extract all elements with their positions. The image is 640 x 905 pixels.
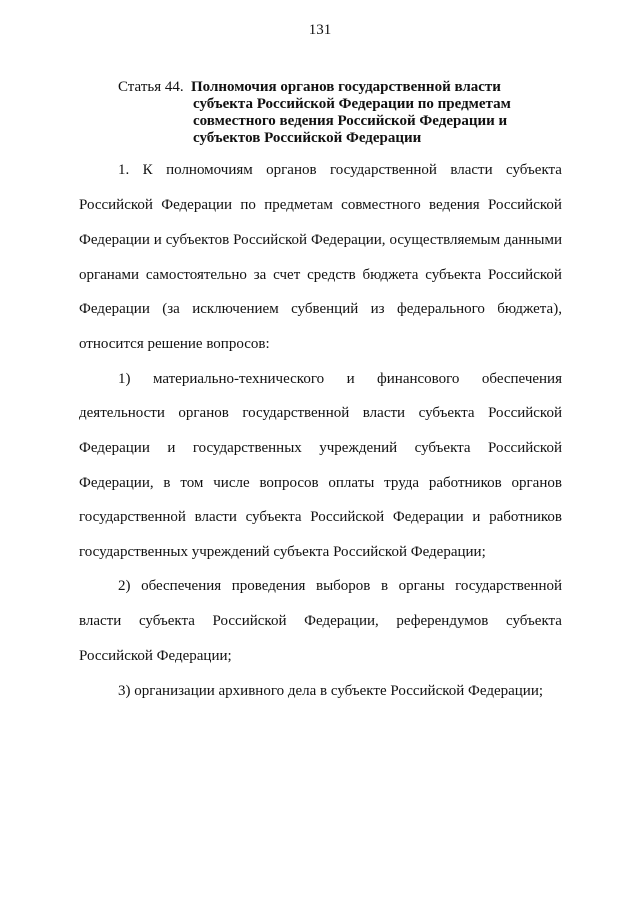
word: данными	[504, 232, 562, 248]
word: материально-технического	[152, 371, 325, 387]
word: выборов	[316, 578, 371, 594]
word: Российской	[233, 232, 308, 248]
word: бюджета),	[497, 301, 562, 317]
word: Федерации	[79, 440, 150, 456]
word: Российской	[488, 197, 562, 213]
word: из	[370, 301, 385, 317]
article-title-line: совместного ведения Российской Федерации и	[193, 113, 508, 129]
word: работников	[428, 475, 502, 491]
word: Федерации,	[310, 232, 386, 248]
article-title	[191, 79, 561, 147]
word: власти	[194, 509, 237, 525]
word: субъекта	[414, 440, 471, 456]
word: самостоятельно	[145, 267, 247, 283]
word: субъектов	[165, 232, 230, 248]
word: государственной	[79, 509, 186, 525]
item-2-line-3: Российской Федерации;	[79, 648, 232, 664]
item-1-line-3	[79, 440, 562, 457]
word: деятельности	[79, 405, 165, 421]
word: финансового	[377, 371, 460, 387]
word: субъекта	[245, 509, 302, 525]
word: 1.	[118, 162, 130, 178]
word: счет	[273, 267, 301, 283]
paragraph-1-line-3	[79, 232, 562, 249]
word: труда	[384, 475, 420, 491]
word: Федерации	[79, 232, 150, 248]
item-1-line-5	[79, 509, 562, 526]
word: Федерации,	[79, 475, 154, 491]
word: 1)	[118, 371, 131, 387]
word: по	[240, 197, 256, 213]
word: в	[163, 475, 171, 491]
word: 2)	[118, 578, 131, 594]
word: и	[167, 440, 176, 456]
word: субъекта	[418, 405, 475, 421]
word: ведения	[429, 197, 480, 213]
word: вопросов	[259, 475, 319, 491]
word: обеспечения	[481, 371, 562, 387]
word: осуществляемым	[389, 232, 501, 248]
word: числе	[213, 475, 250, 491]
word: предметам	[264, 197, 333, 213]
item-1-line-2	[79, 405, 562, 422]
word: власти	[450, 162, 493, 178]
item-1-line-4	[79, 475, 562, 492]
word: органов	[178, 405, 229, 421]
paragraph-1-line-1	[118, 162, 562, 179]
word: и	[346, 371, 355, 387]
word: том	[180, 475, 204, 491]
article-title-line: субъекта Российской Федерации по предметам	[193, 96, 511, 112]
word: Федерации	[161, 197, 233, 213]
word: бюджета	[362, 267, 419, 283]
word: референдумов	[396, 613, 489, 629]
word: исключением	[192, 301, 279, 317]
article-title-line: субъектов Российской Федерации	[193, 130, 422, 146]
word: Российской	[488, 267, 562, 283]
word: Российской	[79, 197, 153, 213]
paragraph-1-line-4	[79, 267, 562, 284]
word: Российской	[488, 440, 562, 456]
word: Федерации	[79, 301, 150, 317]
word: органы	[398, 578, 445, 594]
word: субъекта	[425, 267, 482, 283]
word: за	[253, 267, 267, 283]
word: Федерации	[392, 509, 464, 525]
word: и	[153, 232, 162, 248]
word: субвенций	[291, 301, 359, 317]
word: совместного	[341, 197, 421, 213]
word: государственной	[455, 578, 562, 594]
word: проведения	[231, 578, 306, 594]
word: государственных	[192, 440, 302, 456]
word: власти	[362, 405, 406, 421]
word: работников	[489, 509, 562, 525]
word: К	[142, 162, 153, 178]
article-title-line: Полномочия органов государственной власти	[191, 79, 501, 95]
item-1-line-1	[118, 371, 562, 388]
word: субъекта	[506, 613, 562, 629]
word: субъекта	[138, 613, 195, 629]
page-number: 131	[308, 22, 332, 38]
word: полномочиям	[166, 162, 253, 178]
word: средств	[307, 267, 356, 283]
word: органов	[266, 162, 317, 178]
article-label: Статья 44.	[118, 79, 184, 95]
word: оплаты	[328, 475, 375, 491]
paragraph-1-line-2	[79, 197, 562, 214]
word: субъекта	[506, 162, 562, 178]
word: органов	[511, 475, 562, 491]
item-2-line-2	[79, 613, 562, 630]
word: органами	[79, 267, 140, 283]
word: Российской	[310, 509, 385, 525]
word: государственной	[330, 162, 437, 178]
word: власти	[79, 613, 122, 629]
word: государственной	[242, 405, 350, 421]
item-3-line-1: 3) организации архивного дела в субъекте Российской Федерации;	[118, 683, 544, 699]
word: Российской	[488, 405, 562, 421]
word: и	[472, 509, 481, 525]
paragraph-1-line-6: относится решение вопросов:	[79, 336, 270, 352]
paragraph-1-line-5	[79, 301, 562, 318]
item-2-line-1	[118, 578, 562, 595]
word: в	[380, 578, 389, 594]
word: Российской	[212, 613, 287, 629]
word: (за	[162, 301, 180, 317]
word: обеспечения	[141, 578, 222, 594]
word: учреждений	[319, 440, 398, 456]
item-1-line-6: государственных учреждений субъекта Российской Федерации;	[79, 544, 486, 560]
word: федерального	[396, 301, 485, 317]
word: Федерации,	[304, 613, 379, 629]
